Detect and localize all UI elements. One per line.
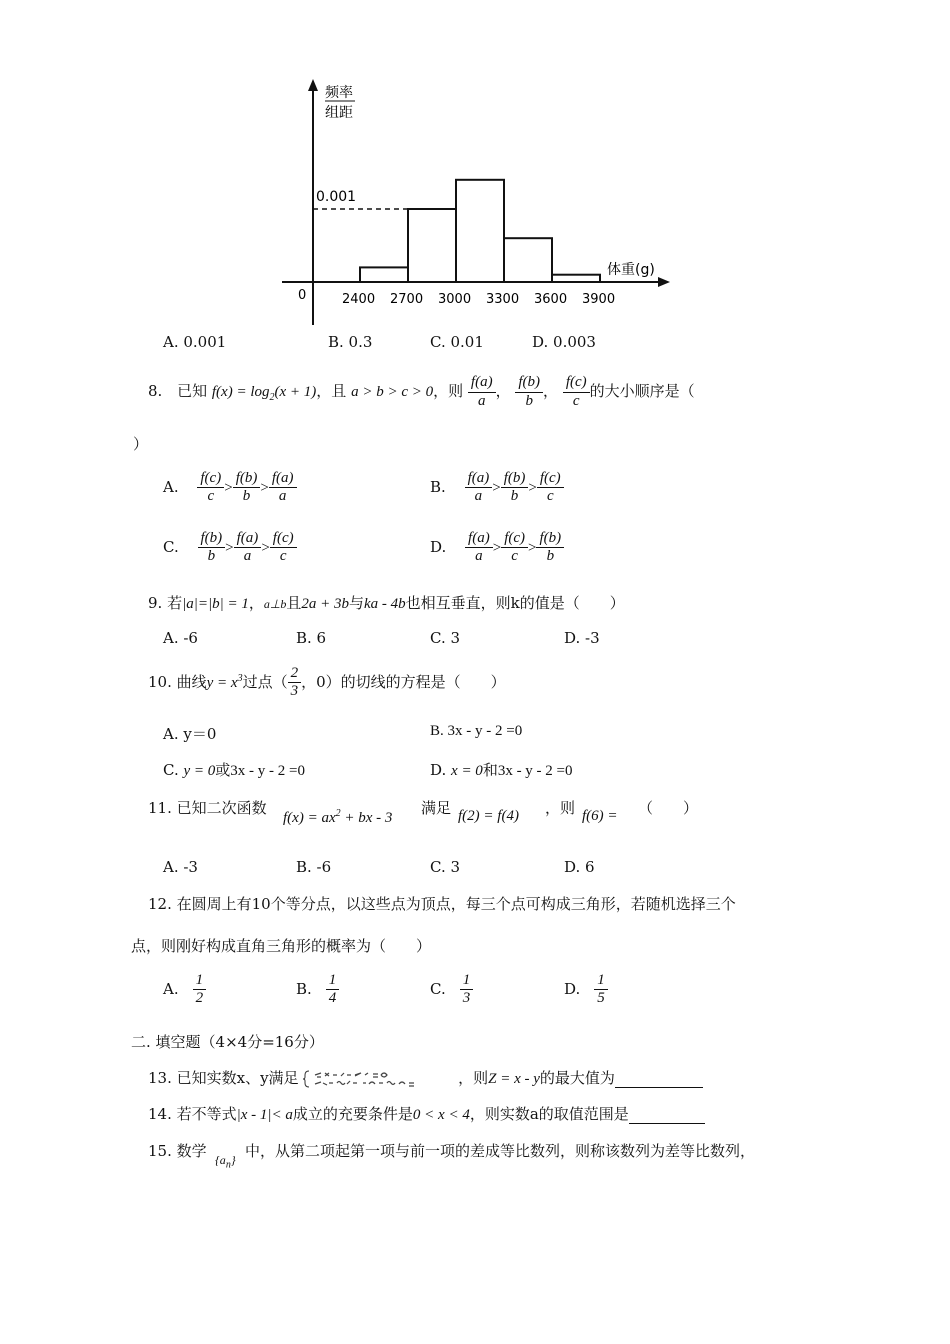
reference-line-label: 0.001	[316, 189, 357, 205]
origin-label: 0	[298, 288, 307, 303]
y-label-bottom: 组距	[325, 105, 353, 121]
q11-condition: f(2) = f(4)	[458, 808, 519, 824]
x-tick-label: 3000	[438, 292, 472, 307]
x-tick-label: 2400	[342, 292, 376, 307]
q11-function: $f(x) = ax^2$ + bx - 3	[283, 808, 393, 826]
q8-number: 8.	[148, 382, 163, 400]
q8-option-a: A. $\frac{f(c)}{c}$ > $\frac{f(b)}{b}$ > $\frac{f(a)}{a}$	[163, 470, 297, 506]
q12-option-a: A. $\frac{1}{2}$	[163, 972, 206, 1008]
q8-option-c: C. $\frac{f(b)}{b}$ > $\frac{f(a)}{a}$ > $\frac{f(c)}{c}$	[163, 530, 297, 566]
q11-text3: ，则	[545, 799, 576, 817]
q14-answer-blank[interactable]	[629, 1105, 705, 1124]
histogram-bar	[360, 267, 408, 282]
q11-option-d: D. 6	[564, 858, 595, 876]
histogram-bar	[408, 209, 456, 282]
q13-answer-blank[interactable]	[615, 1069, 703, 1088]
q11-option-b: B. -6	[296, 858, 332, 876]
q9-option-d: D. -3	[564, 629, 600, 647]
q11-text2: 满足	[421, 799, 452, 817]
q11-option-a: A. -3	[163, 858, 198, 876]
q10-option-b: B. 3x - y - 2 =0	[430, 723, 523, 739]
x-tick-label: 3300	[486, 292, 520, 307]
x-axis-label: 体重(g)	[607, 262, 655, 278]
bars-group	[360, 180, 600, 282]
q11-option-c: C. 3	[430, 858, 461, 876]
y-axis-arrow	[308, 79, 318, 91]
q7-option-a: A. 0.001	[163, 333, 227, 351]
question-9: 9. 若|a|=|b| = 1，a⊥b且2a + 3b与ka - 4b也相互垂直，则k的值是（ ）	[148, 594, 625, 612]
q9-option-b: B. 6	[296, 629, 327, 647]
q7-option-b: B. 0.3	[328, 333, 373, 351]
q7-option-c: C. 0.01	[430, 333, 484, 351]
q8-option-d: D. $\frac{f(a)}{a}$ > $\frac{f(c)}{c}$ > $\frac{f(b)}{b}$	[430, 530, 564, 566]
q8-frac-fb: $\frac{f(b)}{b}$	[515, 374, 543, 410]
q12-option-c: C. $\frac{1}{3}$	[430, 972, 473, 1008]
histogram-svg	[270, 75, 690, 330]
histogram-bar	[552, 275, 600, 282]
q9-option-c: C. 3	[430, 629, 461, 647]
q11-target: f(6) =	[582, 808, 618, 824]
q11-paren: （ ）	[638, 799, 699, 817]
q12-option-b: B. $\frac{1}{4}$	[296, 972, 339, 1008]
q8-close-paren: ）	[133, 435, 149, 453]
q8-frac-fc: $\frac{f(c)}{c}$	[563, 374, 590, 410]
question-8: 8. 已知 $f(x) = \log_2(x + 1)$，且 a > b > c > 0，则 $\frac{f(a)}{a}$ ， $\frac{f(b)}{b}$ ， $\frac{f(c)}{c}$ 的大小顺序是（	[148, 374, 695, 409]
x-tick-label: 2700	[390, 292, 424, 307]
x-axis-arrow	[658, 277, 670, 287]
histogram	[270, 75, 690, 330]
q8-function: $f(x) = \log_2(x + 1)$	[211, 384, 317, 403]
question-10: 10. 曲线$y = x^3$过点（ $\frac{2}{3}$ ，0）的切线的方程是（ ）	[148, 665, 506, 700]
question-11: 11. 已知二次函数	[148, 799, 267, 817]
histogram-bar	[456, 180, 504, 282]
q10-curve: $y = x^3$	[206, 672, 243, 691]
q10-option-d: D. x = 0和3x - y - 2 =0	[430, 761, 573, 779]
section-2-heading: 二. 填空题（4×4分=16分）	[131, 1033, 324, 1051]
q8-frac-fa: $\frac{f(a)}{a}$	[468, 374, 496, 410]
question-14: 14. 若不等式|x - 1|< a成立的充要条件是0 < x < 4，则实数a的取值范围是	[148, 1103, 705, 1124]
q10-point-x: $\frac{2}{3}$	[288, 665, 302, 701]
q7-option-d: D. 0.003	[532, 333, 596, 351]
q13-constraint-system-image	[303, 1069, 453, 1089]
question-12-line2: 点，则刚好构成直角三角形的概率为（ ）	[131, 937, 432, 955]
q10-option-c: C. y = 0或3x - y - 2 =0	[163, 761, 305, 779]
question-13: 13. 已知实数x、y满足 ，则Z = x - y的最大值为	[148, 1067, 703, 1089]
q8-text: 已知	[177, 382, 208, 400]
x-tick-label: 3600	[534, 292, 568, 307]
question-15: 15. 数学	[148, 1142, 207, 1160]
q15-sequence: $\{a_n\}$	[215, 1153, 236, 1171]
question-12-line1: 12. 在圆周上有10个等分点，以这些点为顶点，每三个点可构成三角形，若随机选择三个	[148, 895, 736, 913]
q15-text2: 中，从第二项起第一项与前一项的差成等比数列，则称该数列为差等比数列，	[245, 1142, 756, 1160]
q8-option-b: B. $\frac{f(a)}{a}$ > $\frac{f(b)}{b}$ > $\frac{f(c)}{c}$	[430, 470, 564, 506]
q8-condition: a > b > c > 0	[351, 384, 434, 400]
histogram-bar	[504, 238, 552, 282]
x-tick-label: 3900	[582, 292, 616, 307]
q10-option-a: A. y＝0	[163, 725, 217, 743]
q9-option-a: A. -6	[163, 629, 198, 647]
x-tick-labels	[342, 292, 615, 307]
q12-option-d: D. $\frac{1}{5}$	[564, 972, 608, 1008]
y-label-top: 频率	[325, 85, 353, 101]
